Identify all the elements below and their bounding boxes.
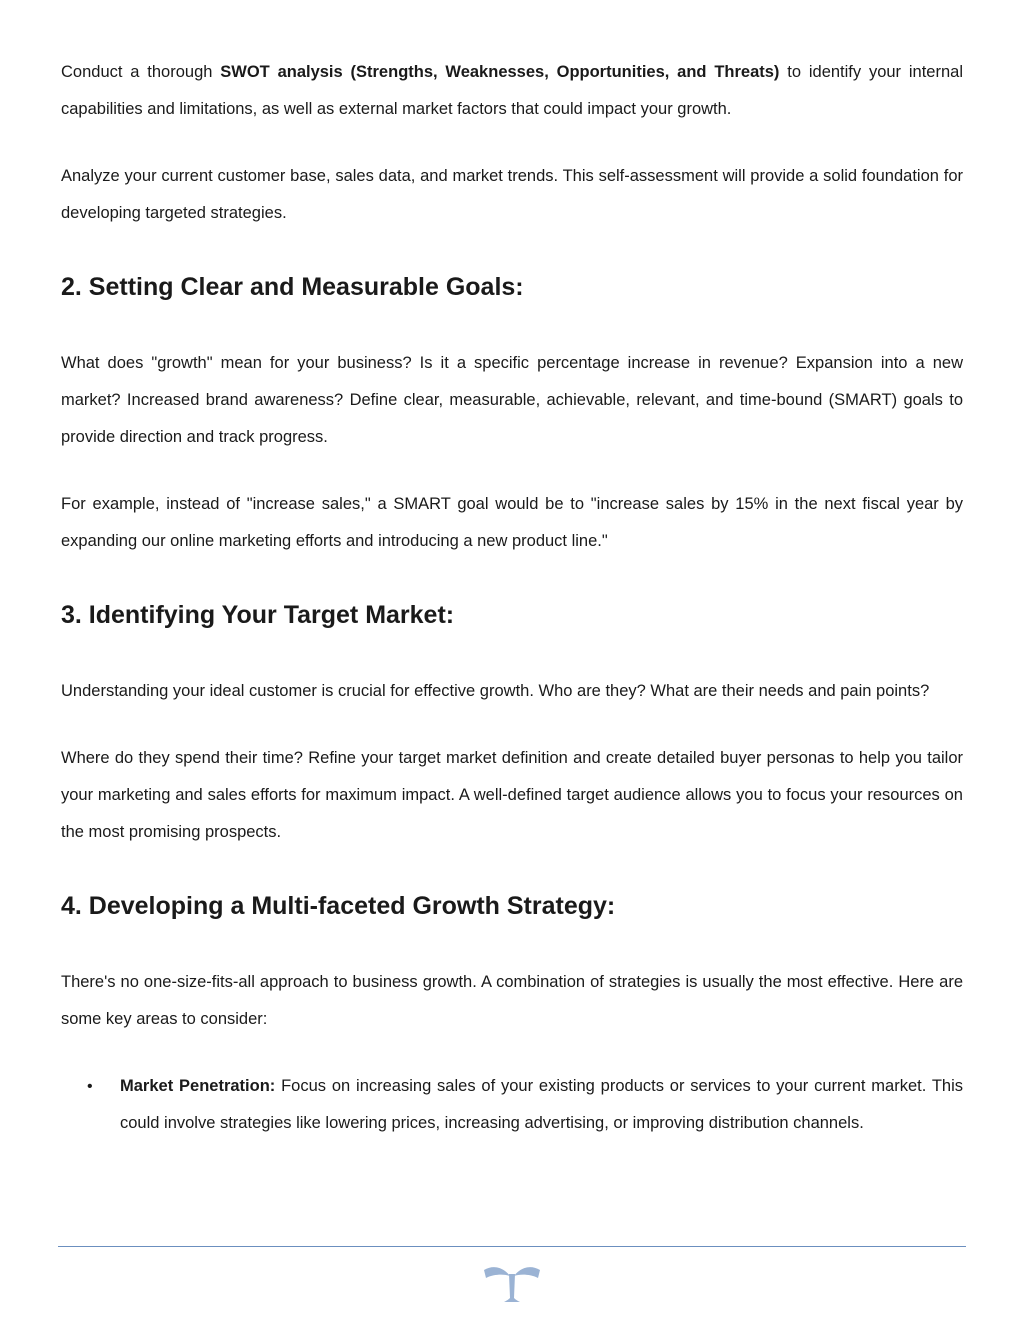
section-4-heading: 4. Developing a Multi-faceted Growth Strategy: — [61, 892, 616, 920]
page-content — [61, 54, 963, 1142]
section-2-heading: 2. Setting Clear and Measurable Goals: — [61, 273, 524, 301]
footer-divider — [58, 1246, 966, 1247]
section-3-heading: 3. Identifying Your Target Market: — [61, 601, 455, 629]
intro-paragraph-analyze: Analyze your current customer base, sales data, and market trends. This self-assessment will provide a solid foundation for developing targeted strategies. — [61, 167, 963, 222]
list-item — [61, 1068, 963, 1142]
bullet-text: Focus on increasing sales of your existing products or services to your current market. This could involve strategies like lowering prices, increasing advertising, or improving distribution channels. — [120, 1077, 963, 1132]
section-3-paragraph-2: Where do they spend their time? Refine your target market definition and create detailed buyer personas to help you tailor your marketing and sales efforts for maximum impact. A well-defined target audience allows you to focus your resources on the most promising prospects. — [61, 749, 963, 841]
footer-logo-icon — [482, 1262, 542, 1304]
section-3-paragraph-1: Understanding your ideal customer is crucial for effective growth. Who are they? What are their needs and pain points? — [61, 682, 930, 700]
bullet-icon: • — [87, 1078, 93, 1095]
section-2-paragraph-2: For example, instead of "increase sales," a SMART goal would be to "increase sales by 15% in the next fiscal year by expanding our online marketing efforts and introducing a new product line." — [61, 495, 963, 550]
intro-text-start: Conduct a thorough — [61, 63, 221, 81]
swot-bold-text: SWOT analysis (Strengths, Weaknesses, Opportunities, and Threats) — [220, 63, 780, 81]
intro-text-end: to identify your internal capabilities and limitations, as well as external market factors that could impact your growth. — [61, 63, 963, 118]
strategy-bullet-list — [61, 1068, 963, 1142]
intro-paragraph-swot — [61, 54, 963, 128]
section-2-paragraph-1: What does "growth" mean for your business? Is it a specific percentage increase in revenue? Expansion into a new market? Increased brand awareness? Define clear, measurable, achievable, relevant, and time-bound (SMART) goals to provide direction and track progress. — [61, 354, 963, 446]
section-4-paragraph-1: There's no one-size-fits-all approach to business growth. A combination of strategies is usually the most effective. Here are some key areas to consider: — [61, 973, 963, 1028]
bullet-label: Market Penetration: — [120, 1077, 276, 1095]
